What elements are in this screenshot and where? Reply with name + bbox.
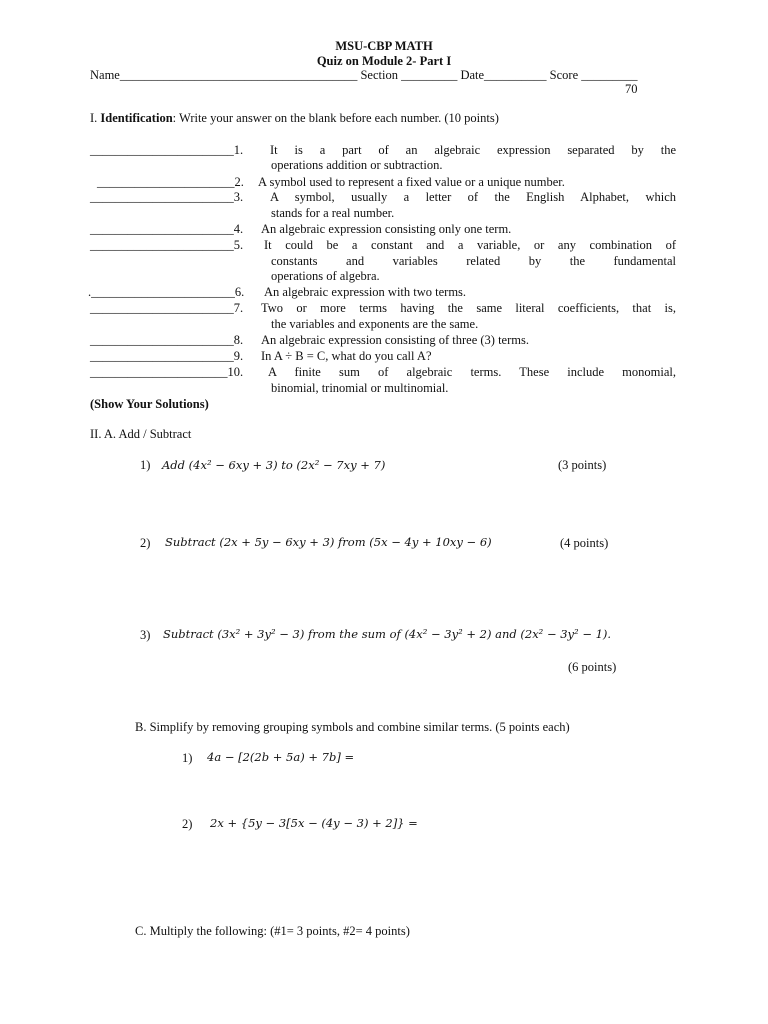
problem-b2-expression: 2x + {5y − 3[5x − (4y − 3) + 2]} =	[210, 816, 418, 830]
item-3-line-1: A symbol, usually a letter of the English Alphabet, which	[270, 190, 676, 204]
item-9-line-1: In A ÷ B = C, what do you call A?	[261, 349, 432, 363]
partC-heading: C. Multiply the following: (#1= 3 points, #2= 4 points)	[135, 924, 410, 938]
part1-heading	[90, 111, 499, 126]
document-subtitle: Quiz on Module 2- Part I	[316, 54, 452, 68]
answer-blank-6[interactable]: ._______________________6.	[88, 285, 245, 299]
problem-a2-expression: Subtract (2x + 5y − 6xy + 3) from (5x − 4y + 10xy − 6)	[165, 535, 492, 549]
item-10-line-1: A finite sum of algebraic terms. These include monomial,	[268, 365, 676, 379]
part1-heading-number: I.	[90, 111, 101, 125]
problem-a3-number: 3)	[140, 628, 151, 642]
item-1-line-1: It is a part of an algebraic expression separated by the	[270, 143, 676, 157]
item-5-line-3: operations of algebra.	[271, 269, 380, 283]
item-10-line-2: binomial, trinomial or multinomial.	[271, 381, 449, 395]
answer-blank-3[interactable]: _______________________3.	[90, 190, 244, 204]
answer-blank-8[interactable]: _______________________8.	[90, 333, 244, 347]
item-6-line-1: An algebraic expression with two terms.	[264, 285, 467, 299]
answer-blank-5[interactable]: _______________________5.	[90, 238, 244, 252]
part2-heading: II. A. Add / Subtract	[90, 427, 192, 441]
student-info-line: Name______________________________________ Section _________ Date__________ Score _________	[90, 68, 638, 82]
answer-blank-7[interactable]: _______________________7.	[90, 301, 244, 315]
problem-a2-number: 2)	[140, 536, 151, 550]
problem-a2-points: (4 points)	[560, 536, 609, 550]
part1-heading-text: : Write your answer on the blank before each number. (10 points)	[172, 111, 499, 125]
problem-a1-points: (3 points)	[558, 458, 607, 472]
item-8-line-1: An algebraic expression consisting of three (3) terms.	[261, 333, 529, 347]
problem-a1-expression: Add (4x² − 6xy + 3) to (2x² − 7xy + 7)	[162, 458, 386, 472]
problem-a3-expression: Subtract (3x² + 3y² − 3) from the sum of (4x² − 3y² + 2) and (2x² − 3y² − 1).	[163, 627, 612, 641]
item-1-line-2: operations addition or subtraction.	[271, 158, 443, 172]
answer-blank-2[interactable]: ______________________2.	[97, 175, 244, 189]
problem-a3-points: (6 points)	[568, 660, 617, 674]
item-5-line-1: It could be a constant and a variable, or any combination of	[264, 238, 676, 252]
item-2-line-1: A symbol used to represent a fixed value or a unique number.	[258, 175, 565, 189]
item-5-line-2: constants and variables related by the fundamental	[271, 254, 676, 268]
item-7-line-1: Two or more terms having the same literal coefficients, that is,	[261, 301, 676, 315]
problem-b1-number: 1)	[182, 751, 193, 765]
item-3-line-2: stands for a real number.	[271, 206, 395, 220]
problem-b1-expression: 4a − [2(2b + 5a) + 7b] =	[207, 750, 355, 764]
show-solutions-note: (Show Your Solutions)	[90, 397, 209, 411]
answer-blank-1[interactable]: _______________________1.	[90, 143, 244, 157]
answer-blank-4[interactable]: _______________________4.	[90, 222, 244, 236]
total-points: 70	[625, 82, 638, 96]
item-7-line-2: the variables and exponents are the same.	[271, 317, 479, 331]
document-title: MSU-CBP MATH	[335, 39, 433, 53]
answer-blank-10[interactable]: ______________________10.	[90, 365, 244, 379]
item-4-line-1: An algebraic expression consisting only one term.	[261, 222, 512, 236]
answer-blank-9[interactable]: _______________________9.	[90, 349, 244, 363]
partB-heading: B. Simplify by removing grouping symbols and combine similar terms. (5 points each)	[135, 720, 570, 734]
problem-a1-number: 1)	[140, 458, 151, 472]
problem-b2-number: 2)	[182, 817, 193, 831]
part1-heading-bold: Identification	[100, 111, 173, 125]
